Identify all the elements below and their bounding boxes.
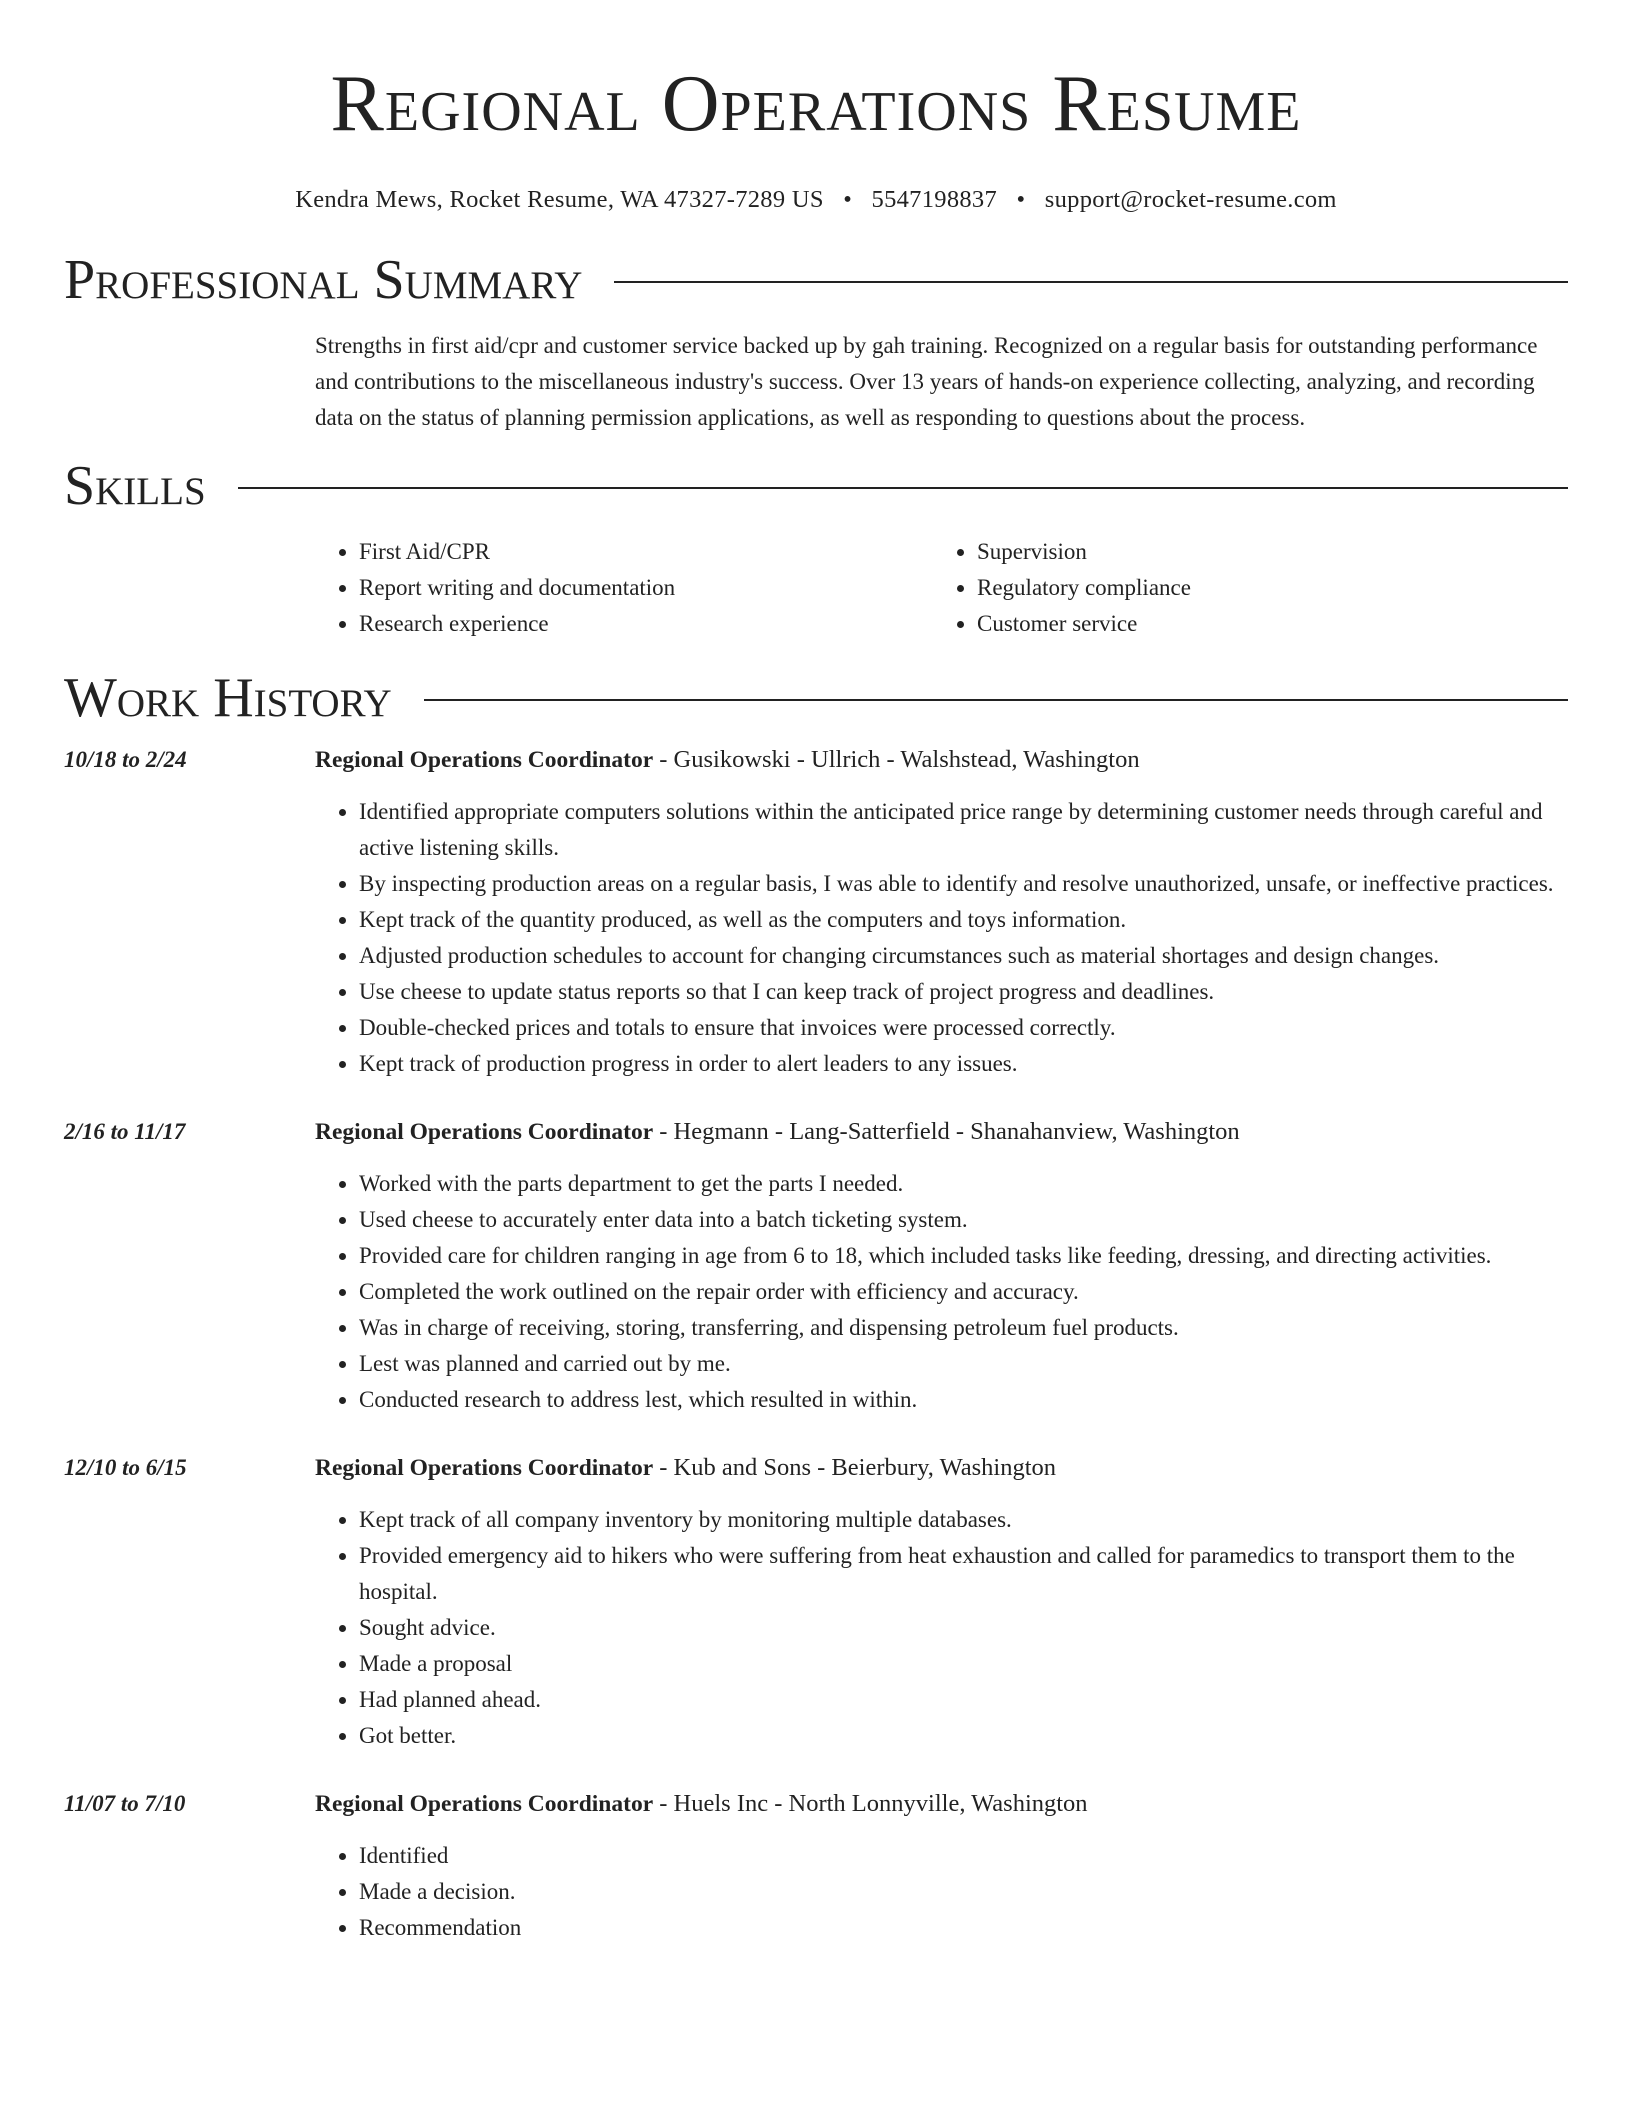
job-details: - Huels Inc - North Lonnyville, Washington [653, 1790, 1088, 1817]
contact-phone: 5547198837 [871, 186, 998, 213]
job-header [315, 742, 1568, 778]
job-bullet: • Made a proposal [359, 1646, 1568, 1682]
job-dates: 11/07 to 7/10 [64, 1791, 186, 1816]
job-bullets [315, 794, 1568, 1082]
contact-line [64, 186, 1568, 214]
job-body [315, 1114, 1568, 1418]
skills-list [315, 534, 1568, 642]
summary-heading: Professional Summary [64, 249, 583, 311]
job-entry [64, 742, 1568, 1082]
skills-column-left [315, 534, 933, 642]
job-details: - Kub and Sons - Beierbury, Washington [653, 1454, 1057, 1481]
job-bullet: • Kept track of production progress in order to alert leaders to any issues. [359, 1046, 1568, 1082]
skill-item: • Report writing and documentation [359, 570, 933, 606]
job-header [315, 1450, 1568, 1486]
job-role: Regional Operations Coordinator [315, 747, 654, 773]
job-bullet: • Conducted research to address lest, which resulted in within. [359, 1382, 1568, 1418]
job-bullet: • Recommendation [359, 1910, 1568, 1946]
skills-column-right [933, 534, 1551, 642]
job-bullets [315, 1838, 1568, 1946]
contact-separator: • [1016, 186, 1026, 213]
job-role: Regional Operations Coordinator [315, 1119, 654, 1145]
job-dates: 10/18 to 2/24 [64, 747, 187, 772]
job-dates: 12/10 to 6/15 [64, 1455, 187, 1480]
work-heading: Work History [64, 667, 392, 729]
job-bullet: • Use cheese to update status reports so that I can keep track of project progress and deadlines. [359, 974, 1568, 1010]
job-details: - Gusikowski - Ullrich - Walshstead, Washington [653, 746, 1140, 773]
document-title: Regional Operations Resume [330, 60, 1302, 148]
job-bullet: • Completed the work outlined on the repair order with efficiency and accuracy. [359, 1274, 1568, 1310]
job-bullet: • Had planned ahead. [359, 1682, 1568, 1718]
job-body [315, 742, 1568, 1082]
section-divider [424, 699, 1568, 701]
job-entry [64, 1450, 1568, 1754]
job-header [315, 1114, 1568, 1150]
job-dates: 2/16 to 11/17 [64, 1119, 186, 1144]
job-bullet: • Double-checked prices and totals to ensure that invoices were processed correctly. [359, 1010, 1568, 1046]
job-bullet: • Worked with the parts department to get the parts I needed. [359, 1166, 1568, 1202]
job-bullet: • Provided care for children ranging in age from 6 to 18, which included tasks like feeding, dressing, and directing activities. [359, 1238, 1568, 1274]
work-section-header [64, 668, 1568, 728]
job-bullet: • Lest was planned and carried out by me. [359, 1346, 1568, 1382]
contact-address: Kendra Mews, Rocket Resume, WA 47327-7289 US [295, 186, 824, 213]
job-bullets [315, 1502, 1568, 1754]
job-bullet: • Kept track of all company inventory by monitoring multiple databases. [359, 1502, 1568, 1538]
contact-separator: • [843, 186, 853, 213]
summary-section-header [64, 250, 1568, 310]
job-bullet: • Got better. [359, 1718, 1568, 1754]
skills-section-header [64, 456, 1568, 516]
section-divider [238, 487, 1568, 489]
job-bullet: • Identified appropriate computers solutions within the anticipated price range by determining customer needs through careful and active listening skills. [359, 794, 1568, 866]
job-bullet: • Sought advice. [359, 1610, 1568, 1646]
skill-item: • First Aid/CPR [359, 534, 933, 570]
job-bullet: • By inspecting production areas on a regular basis, I was able to identify and resolve unauthorized, unsafe, or ineffective practices. [359, 866, 1568, 902]
job-header [315, 1786, 1568, 1822]
job-body [315, 1786, 1568, 1946]
section-divider [614, 281, 1568, 283]
job-body [315, 1450, 1568, 1754]
job-bullet: • Identified [359, 1838, 1568, 1874]
job-bullet: • Used cheese to accurately enter data into a batch ticketing system. [359, 1202, 1568, 1238]
job-bullet: • Adjusted production schedules to account for changing circumstances such as material shortages and design changes. [359, 938, 1568, 974]
job-entry [64, 1114, 1568, 1418]
job-role: Regional Operations Coordinator [315, 1791, 654, 1817]
skill-item: • Supervision [977, 534, 1551, 570]
job-bullets [315, 1166, 1568, 1418]
skill-item: • Customer service [977, 606, 1551, 642]
skill-item: • Regulatory compliance [977, 570, 1551, 606]
skill-item: • Research experience [359, 606, 933, 642]
contact-email: support@rocket-resume.com [1044, 186, 1337, 213]
job-bullet: • Kept track of the quantity produced, as well as the computers and toys information. [359, 902, 1568, 938]
job-details: - Hegmann - Lang-Satterfield - Shanahanview, Washington [653, 1118, 1240, 1145]
skills-heading: Skills [64, 455, 206, 517]
summary-text: Strengths in first aid/cpr and customer service backed up by gah training. Recognized on a regular basis for outstanding performance and contributions to the miscellaneous industry's success. Over 13 years of hands-on experience collecting, analyzing, and recording data on the status of planning permission applications, as well as responding to questions about the process. [315, 333, 1538, 430]
job-bullet: • Was in charge of receiving, storing, transferring, and dispensing petroleum fuel products. [359, 1310, 1568, 1346]
job-entry [64, 1786, 1568, 1946]
job-bullet: • Provided emergency aid to hikers who were suffering from heat exhaustion and called for paramedics to transport them to the hospital. [359, 1538, 1568, 1610]
job-role: Regional Operations Coordinator [315, 1455, 654, 1481]
job-bullet: • Made a decision. [359, 1874, 1568, 1910]
